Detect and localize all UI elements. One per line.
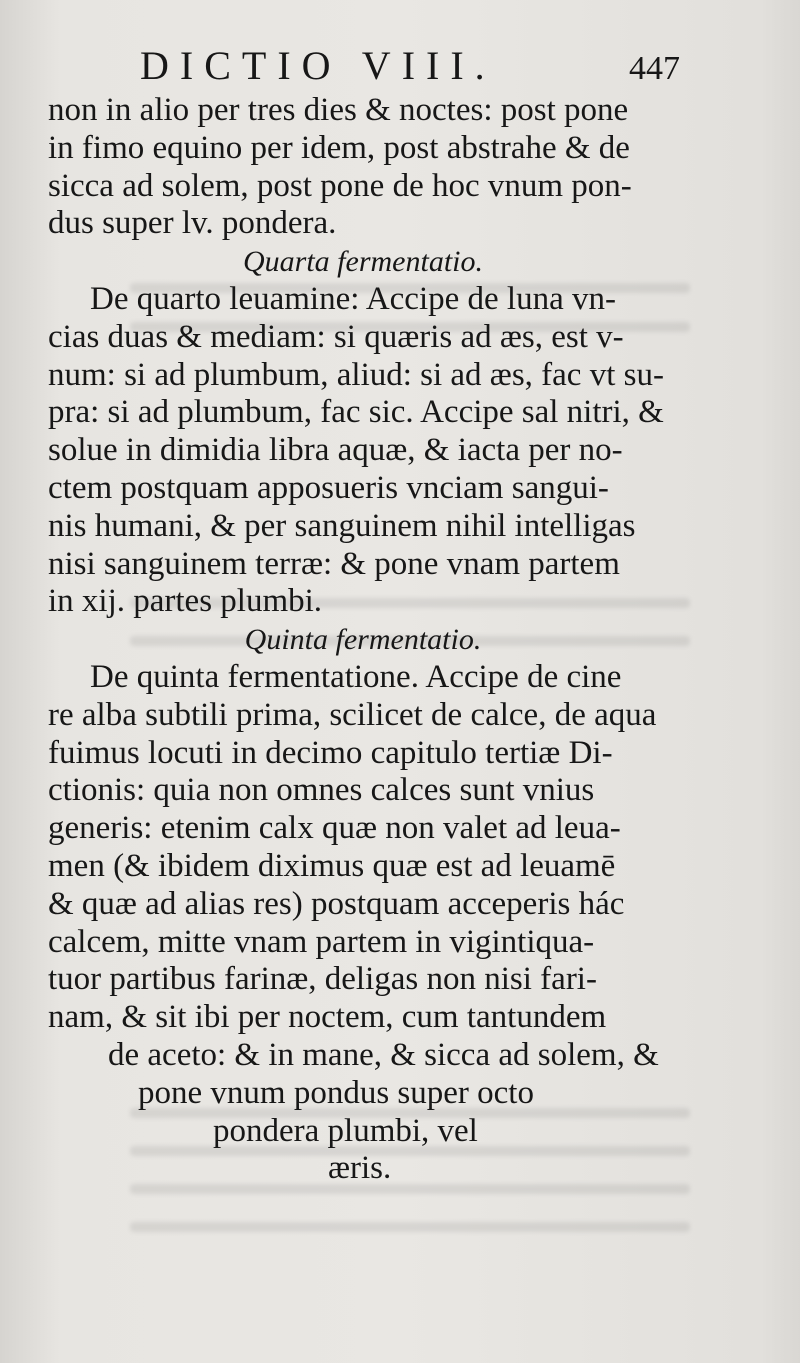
text-line: pone vnum pondus super octo [138, 1074, 534, 1111]
text-line: nisi sanguinem terræ: & pone vnam partem [48, 545, 620, 582]
text-line: æris. [328, 1150, 392, 1187]
page-header [140, 42, 680, 90]
page-number: 447 [629, 50, 680, 87]
text-line: pra: si ad plumbum, fac sic. Accipe sal nitri, & [48, 394, 664, 431]
text-line: num: si ad plumbum, aliud: si ad æs, fac vt su- [48, 356, 664, 393]
section-heading: Quarta fermentatio. [243, 245, 483, 279]
text-line: in xij. partes plumbi. [48, 583, 323, 620]
section-heading: Quinta fermentatio. [244, 623, 482, 657]
text-line: ctem postquam apposueris vnciam sangui- [48, 469, 609, 506]
text-line: cias duas & mediam: si quæris ad æs, est v- [48, 318, 624, 355]
text-line: men (& ibidem diximus quæ est ad leuamē [48, 847, 616, 884]
text-line: De quinta fermentatione. Accipe de cine [90, 658, 622, 695]
text-line: in fimo equino per idem, post abstrahe & de [48, 129, 630, 166]
text-line: nam, & sit ibi per noctem, cum tantundem [48, 999, 607, 1036]
text-line: calcem, mitte vnam partem in vigintiqua- [48, 923, 595, 960]
text-line: De quarto leuamine: Accipe de luna vn- [90, 280, 616, 317]
text-line: dus super lv. pondera. [48, 205, 337, 242]
text-line: non in alio per tres dies & noctes: post pone [48, 92, 629, 128]
text-line: nis humani, & per sanguinem nihil intelligas [48, 507, 636, 544]
text-line: & quæ ad alias res) postquam acceperis hác [48, 885, 625, 922]
text-line: re alba subtili prima, scilicet de calce, de aqua [48, 696, 657, 733]
text-line: ctionis: quia non omnes calces sunt vnius [48, 772, 595, 809]
text-line: generis: etenim calx quæ non valet ad leua- [48, 810, 621, 847]
text-line: sicca ad solem, post pone de hoc vnum pon- [48, 167, 632, 204]
text-line: fuimus locuti in decimo capitulo tertiæ Di- [48, 734, 613, 771]
running-title: DICTIO VIII. [140, 43, 496, 88]
body-text [48, 92, 678, 1188]
text-line: tuor partibus farinæ, deligas non nisi fari- [48, 961, 597, 998]
text-line: solue in dimidia libra aquæ, & iacta per no- [48, 432, 623, 469]
text-line: de aceto: & in mane, & sicca ad solem, & [108, 1036, 659, 1073]
text-line: pondera plumbi, vel [213, 1112, 478, 1149]
